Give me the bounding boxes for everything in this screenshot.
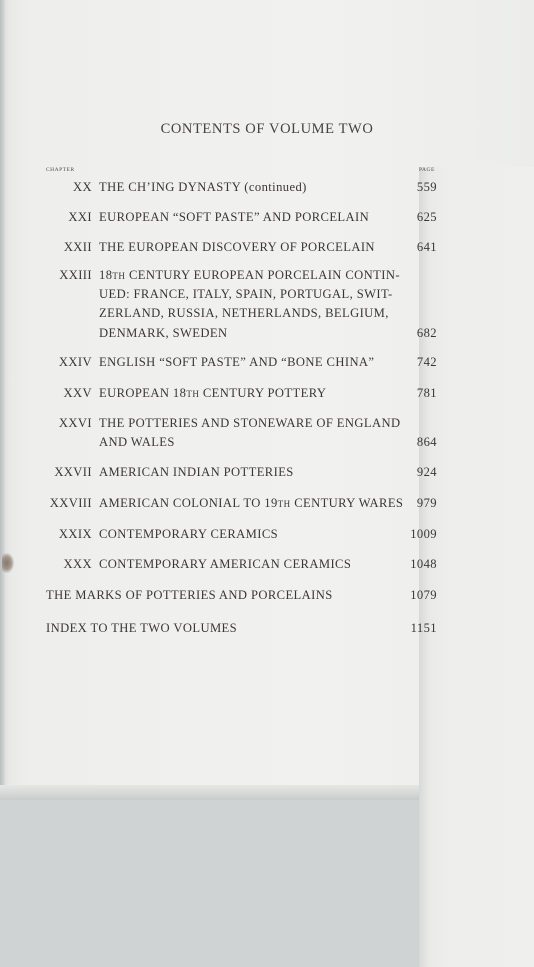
chapter-number: XXX [63,557,92,571]
chapter-number: XXVI [58,416,92,430]
page-number: 924 [416,465,437,479]
chapter-title-line: EUROPEAN 18TH CENTURY POTTERY [99,386,327,400]
toc-entry [0,355,534,374]
chapter-title-line: THE CH’ING DYNASTY (continued) [99,180,307,194]
toc-entry [0,621,534,640]
chapter-title-line: ENGLISH “SOFT PASTE” AND “BONE CHINA” [99,355,375,369]
chapter-title-line: THE EUROPEAN DISCOVERY OF PORCELAIN [99,240,375,254]
page-number: 979 [416,496,437,510]
chapter-number: XXI [68,210,92,224]
page-column-header: PAGE [419,167,534,967]
chapter-title-line: CONTEMPORARY AMERICAN CERAMICS [99,557,352,571]
page-number: 864 [416,435,437,450]
chapter-title-line: THE POTTERIES AND STONEWARE OF ENGLAND [99,416,401,430]
chapter-column-header: CHAPTER [46,167,75,173]
toc-entry [0,557,534,576]
toc-entry [0,240,534,259]
page-number: 625 [416,210,437,224]
chapter-title-line: AND WALES [99,435,175,450]
chapter-title-line: EUROPEAN “SOFT PASTE” AND PORCELAIN [99,210,370,224]
page-number: 781 [416,386,437,400]
page-number: 1151 [410,621,437,635]
toc-entry [0,386,534,405]
toc-entry [0,465,534,484]
chapter-title-line: DENMARK, SWEDEN [99,325,228,340]
chapter-number: XXV [63,386,92,400]
page-number: 742 [416,355,437,369]
page-number: 641 [416,240,437,254]
chapter-title-line: AMERICAN COLONIAL TO 19TH CENTURY WARES [99,496,404,510]
toc-entry [0,527,534,546]
chapter-number: XXIX [58,527,92,541]
chapter-number: XXII [63,240,92,254]
chapter-title-line: THE MARKS OF POTTERIES AND PORCELAINS [46,588,333,602]
chapter-title-line: AMERICAN INDIAN POTTERIES [99,465,294,479]
toc-entry [0,268,534,345]
page-title: CONTENTS OF VOLUME TWO [160,121,374,137]
chapter-title-line: ZERLAND, RUSSIA, NETHERLANDS, BELGIUM, [99,306,389,321]
page-number: 682 [416,325,437,340]
chapter-number: XXIV [58,355,92,369]
page-number: 1048 [410,557,437,571]
page-number: 559 [416,180,437,194]
chapter-number: XXIII [59,268,92,282]
toc-entry [0,588,534,607]
page-number: 1009 [410,527,437,541]
chapter-title-line: 18TH CENTURY EUROPEAN PORCELAIN CONTIN- [99,268,400,282]
chapter-title-line: INDEX TO THE TWO VOLUMES [46,621,238,635]
toc-entry [0,180,534,199]
chapter-number: XXVII [54,465,92,479]
chapter-number: XX [73,180,92,194]
toc-entry [0,210,534,229]
toc-entry [0,416,534,454]
chapter-number: XXVIII [49,496,92,510]
page-number: 1079 [410,588,437,602]
toc-entry [0,496,534,515]
chapter-title-line: UED: FRANCE, ITALY, SPAIN, PORTUGAL, SWIT- [99,287,393,302]
chapter-title-line: CONTEMPORARY CERAMICS [99,527,279,541]
